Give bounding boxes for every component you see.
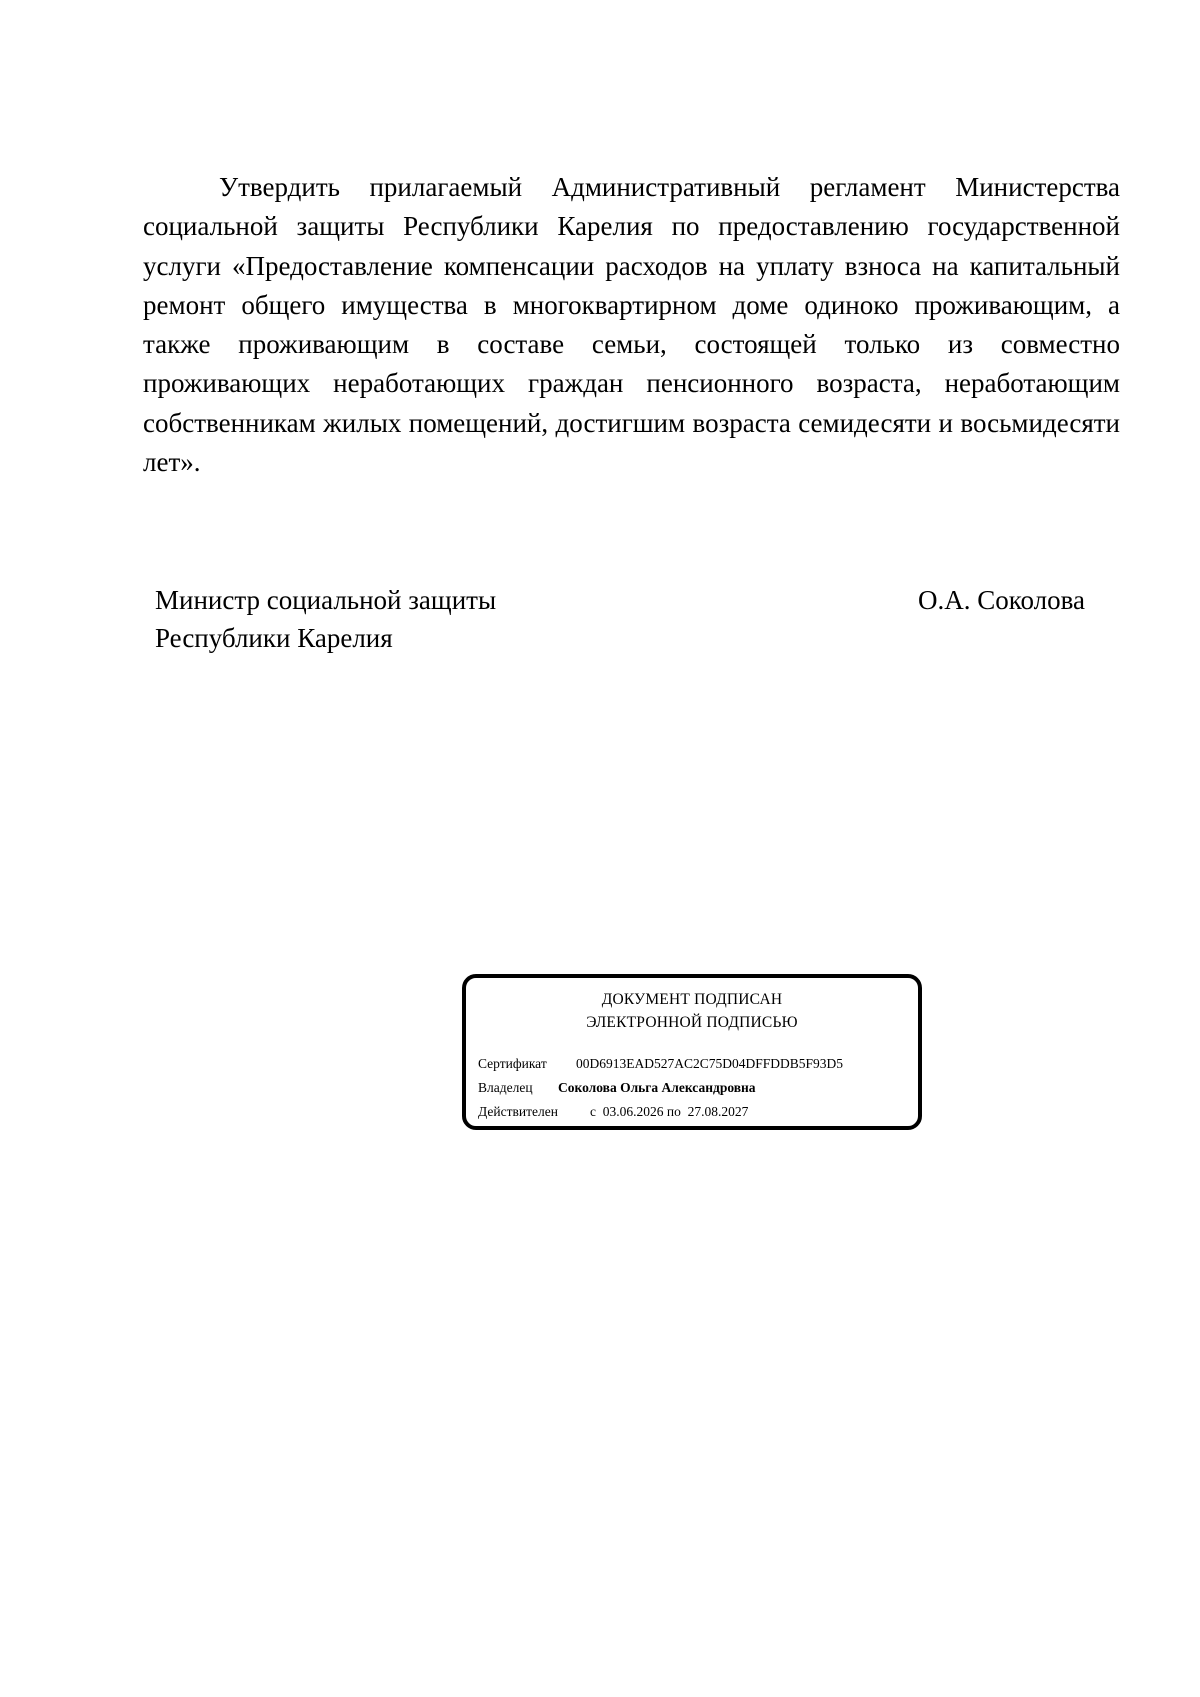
stamp-owner-row — [478, 1079, 756, 1097]
stamp-header-line-1: ДОКУМЕНТ ПОДПИСАН — [601, 991, 783, 1008]
electronic-signature-stamp — [462, 974, 922, 1130]
main-paragraph: Утвердить прилагаемый Административный регламент Министерства социальной защиты Республики Карелия по предоставлению государственной услуги «Предоставление компенсации расходов на уплату взноса на капитальный ремонт общего имущества в многоквартирном доме одиноко проживающим, а также проживающим в составе семьи, состоящей только из совместно проживающих неработающих граждан пенсионного возраста, неработающим собственникам жилых помещений, достигшим возраста семидесяти и восьмидесяти лет». — [143, 172, 1120, 478]
stamp-header-line-2: ЭЛЕКТРОННОЙ ПОДПИСЬЮ — [586, 1014, 798, 1031]
stamp-valid-label: Действителен — [478, 1104, 558, 1119]
signer-position — [155, 581, 755, 657]
signer-name: О.А. Соколова — [918, 585, 1085, 615]
stamp-certificate-value: 00D6913EAD527AC2C75D04DFFDDB5F93D5 — [576, 1056, 844, 1071]
stamp-owner-label: Владелец — [478, 1080, 533, 1095]
stamp-valid-row — [478, 1103, 748, 1121]
stamp-valid-value: с 03.06.2026 по 27.08.2027 — [590, 1104, 749, 1119]
stamp-certificate-label: Сертификат — [478, 1056, 547, 1071]
signer-position-line-2: Республики Карелия — [155, 623, 393, 653]
stamp-header — [466, 988, 918, 1034]
stamp-certificate-row — [478, 1055, 843, 1073]
stamp-owner-value: Соколова Ольга Александровна — [558, 1080, 756, 1095]
signer-position-line-1: Министр социальной защиты — [155, 585, 497, 615]
